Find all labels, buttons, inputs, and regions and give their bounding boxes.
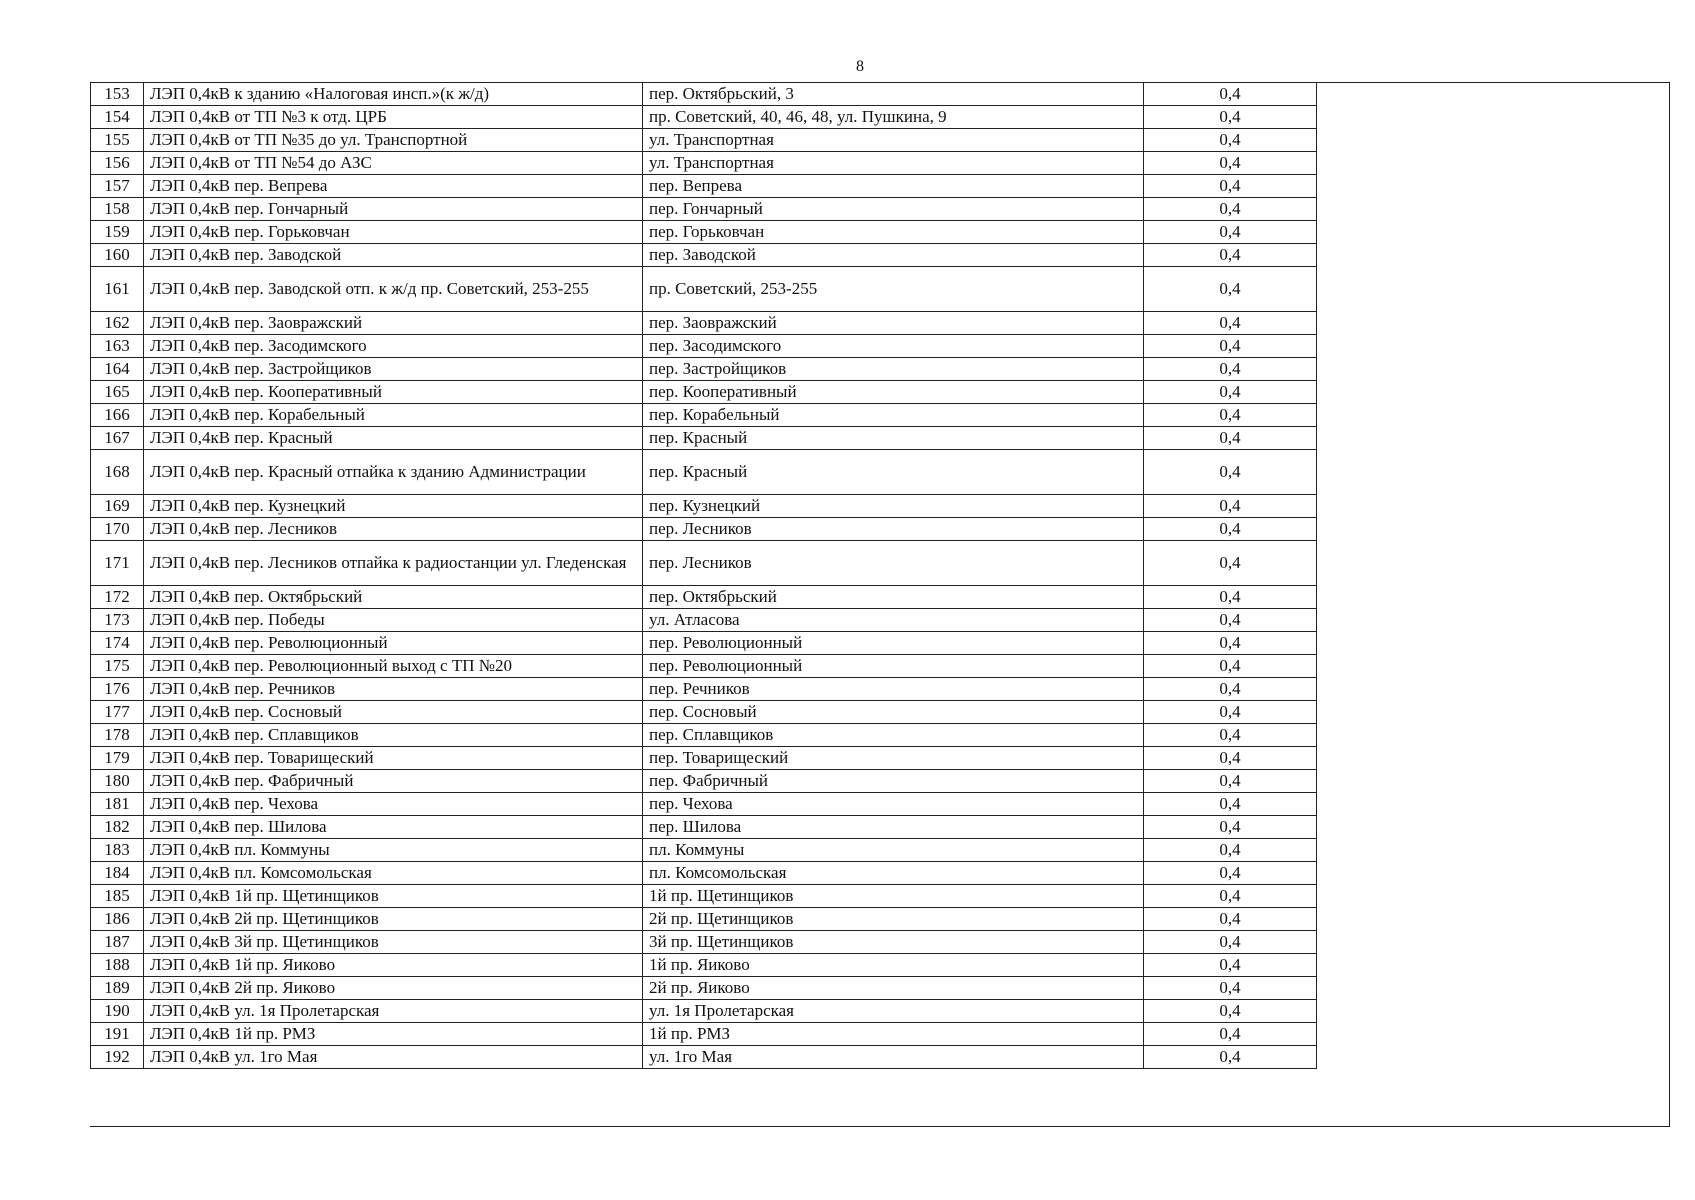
line-name-cell: ЛЭП 0,4кВ 2й пр. Щетинщиков	[144, 908, 643, 931]
address-cell: ул. Транспортная	[643, 129, 1144, 152]
address-cell: пер. Засодимского	[643, 335, 1144, 358]
address-cell: пер. Корабельный	[643, 404, 1144, 427]
table-row	[91, 632, 1317, 655]
address-cell: пер. Красный	[643, 450, 1144, 495]
table-row	[91, 335, 1317, 358]
registry-table-body	[91, 83, 1317, 1069]
voltage-cell: 0,4	[1144, 1046, 1317, 1069]
table-row	[91, 312, 1317, 335]
address-cell: пер. Лесников	[643, 518, 1144, 541]
address-cell: пер. Октябрьский	[643, 586, 1144, 609]
address-cell: пер. Вепрева	[643, 175, 1144, 198]
voltage-cell: 0,4	[1144, 450, 1317, 495]
address-cell: 1й пр. Щетинщиков	[643, 885, 1144, 908]
voltage-cell: 0,4	[1144, 586, 1317, 609]
voltage-cell: 0,4	[1144, 862, 1317, 885]
voltage-cell: 0,4	[1144, 1023, 1317, 1046]
voltage-cell: 0,4	[1144, 267, 1317, 312]
row-number-cell: 186	[91, 908, 144, 931]
row-number-cell: 176	[91, 678, 144, 701]
address-cell: пер. Революционный	[643, 655, 1144, 678]
address-cell: пер. Сосновый	[643, 701, 1144, 724]
voltage-cell: 0,4	[1144, 678, 1317, 701]
line-name-cell: ЛЭП 0,4кВ пер. Лесников отпайка к радиостанции ул. Гледенская	[144, 541, 643, 586]
table-row	[91, 885, 1317, 908]
line-name-cell: ЛЭП 0,4кВ пер. Сосновый	[144, 701, 643, 724]
row-number-cell: 155	[91, 129, 144, 152]
row-number-cell: 187	[91, 931, 144, 954]
row-number-cell: 180	[91, 770, 144, 793]
row-number-cell: 188	[91, 954, 144, 977]
voltage-cell: 0,4	[1144, 381, 1317, 404]
row-number-cell: 168	[91, 450, 144, 495]
table-row	[91, 221, 1317, 244]
line-name-cell: ЛЭП 0,4кВ от ТП №3 к отд. ЦРБ	[144, 106, 643, 129]
table-row	[91, 954, 1317, 977]
row-number-cell: 161	[91, 267, 144, 312]
row-number-cell: 164	[91, 358, 144, 381]
line-name-cell: ЛЭП 0,4кВ пер. Октябрьский	[144, 586, 643, 609]
row-number-cell: 178	[91, 724, 144, 747]
voltage-cell: 0,4	[1144, 839, 1317, 862]
line-name-cell: ЛЭП 0,4кВ пер. Революционный выход с ТП №20	[144, 655, 643, 678]
row-number-cell: 163	[91, 335, 144, 358]
voltage-cell: 0,4	[1144, 129, 1317, 152]
table-row	[91, 701, 1317, 724]
table-row	[91, 1000, 1317, 1023]
address-cell: пер. Кузнецкий	[643, 495, 1144, 518]
voltage-cell: 0,4	[1144, 404, 1317, 427]
line-name-cell: ЛЭП 0,4кВ к зданию «Налоговая инсп.»(к ж/д)	[144, 83, 643, 106]
voltage-cell: 0,4	[1144, 931, 1317, 954]
table-row	[91, 609, 1317, 632]
line-name-cell: ЛЭП 0,4кВ пер. Заводской отп. к ж/д пр. Советский, 253-255	[144, 267, 643, 312]
table-row	[91, 655, 1317, 678]
line-name-cell: ЛЭП 0,4кВ пер. Застройщиков	[144, 358, 643, 381]
voltage-cell: 0,4	[1144, 655, 1317, 678]
address-cell: пр. Советский, 253-255	[643, 267, 1144, 312]
line-name-cell: ЛЭП 0,4кВ от ТП №54 до АЗС	[144, 152, 643, 175]
address-cell: пер. Горьковчан	[643, 221, 1144, 244]
table-row	[91, 83, 1317, 106]
address-cell: пер. Застройщиков	[643, 358, 1144, 381]
voltage-cell: 0,4	[1144, 724, 1317, 747]
row-number-cell: 154	[91, 106, 144, 129]
voltage-cell: 0,4	[1144, 518, 1317, 541]
line-name-cell: ЛЭП 0,4кВ пер. Красный отпайка к зданию Администрации	[144, 450, 643, 495]
table-row	[91, 518, 1317, 541]
line-name-cell: ЛЭП 0,4кВ пер. Шилова	[144, 816, 643, 839]
row-number-cell: 167	[91, 427, 144, 450]
voltage-cell: 0,4	[1144, 244, 1317, 267]
address-cell: пер. Красный	[643, 427, 1144, 450]
row-number-cell: 175	[91, 655, 144, 678]
line-name-cell: ЛЭП 0,4кВ пл. Коммуны	[144, 839, 643, 862]
table-row	[91, 450, 1317, 495]
address-cell: пер. Речников	[643, 678, 1144, 701]
table-row	[91, 586, 1317, 609]
table-row	[91, 175, 1317, 198]
address-cell: пер. Сплавщиков	[643, 724, 1144, 747]
table-row	[91, 358, 1317, 381]
voltage-cell: 0,4	[1144, 335, 1317, 358]
row-number-cell: 160	[91, 244, 144, 267]
row-number-cell: 171	[91, 541, 144, 586]
row-number-cell: 174	[91, 632, 144, 655]
table-row	[91, 244, 1317, 267]
line-name-cell: ЛЭП 0,4кВ 3й пр. Щетинщиков	[144, 931, 643, 954]
address-cell: пер. Октябрьский, 3	[643, 83, 1144, 106]
address-cell: пр. Советский, 40, 46, 48, ул. Пушкина, 9	[643, 106, 1144, 129]
line-name-cell: ЛЭП 0,4кВ 1й пр. Яиково	[144, 954, 643, 977]
voltage-cell: 0,4	[1144, 312, 1317, 335]
line-name-cell: ЛЭП 0,4кВ ул. 1я Пролетарская	[144, 1000, 643, 1023]
table-row	[91, 1046, 1317, 1069]
table-row	[91, 747, 1317, 770]
line-name-cell: ЛЭП 0,4кВ пер. Речников	[144, 678, 643, 701]
voltage-cell: 0,4	[1144, 83, 1317, 106]
voltage-cell: 0,4	[1144, 358, 1317, 381]
address-cell: 2й пр. Яиково	[643, 977, 1144, 1000]
table-row	[91, 267, 1317, 312]
table-row	[91, 129, 1317, 152]
address-cell: 3й пр. Щетинщиков	[643, 931, 1144, 954]
line-name-cell: ЛЭП 0,4кВ пер. Заовражский	[144, 312, 643, 335]
table-row	[91, 862, 1317, 885]
voltage-cell: 0,4	[1144, 198, 1317, 221]
row-number-cell: 185	[91, 885, 144, 908]
voltage-cell: 0,4	[1144, 152, 1317, 175]
table-row	[91, 106, 1317, 129]
address-cell: ул. 1го Мая	[643, 1046, 1144, 1069]
table-row	[91, 427, 1317, 450]
line-name-cell: ЛЭП 0,4кВ пер. Кооперативный	[144, 381, 643, 404]
table-row	[91, 198, 1317, 221]
line-name-cell: ЛЭП 0,4кВ пер. Горьковчан	[144, 221, 643, 244]
address-cell: пер. Фабричный	[643, 770, 1144, 793]
address-cell: ул. Транспортная	[643, 152, 1144, 175]
address-cell: пер. Кооперативный	[643, 381, 1144, 404]
row-number-cell: 170	[91, 518, 144, 541]
voltage-cell: 0,4	[1144, 609, 1317, 632]
table-row	[91, 839, 1317, 862]
address-cell: пер. Лесников	[643, 541, 1144, 586]
address-cell: пер. Чехова	[643, 793, 1144, 816]
voltage-cell: 0,4	[1144, 427, 1317, 450]
line-name-cell: ЛЭП 0,4кВ 2й пр. Яиково	[144, 977, 643, 1000]
voltage-cell: 0,4	[1144, 908, 1317, 931]
line-name-cell: ЛЭП 0,4кВ пер. Вепрева	[144, 175, 643, 198]
line-name-cell: ЛЭП 0,4кВ пер. Корабельный	[144, 404, 643, 427]
row-number-cell: 166	[91, 404, 144, 427]
line-name-cell: ЛЭП 0,4кВ пер. Лесников	[144, 518, 643, 541]
address-cell: пл. Коммуны	[643, 839, 1144, 862]
row-number-cell: 157	[91, 175, 144, 198]
row-number-cell: 172	[91, 586, 144, 609]
line-name-cell: ЛЭП 0,4кВ пер. Чехова	[144, 793, 643, 816]
table-row	[91, 977, 1317, 1000]
line-name-cell: ЛЭП 0,4кВ пер. Заводской	[144, 244, 643, 267]
row-number-cell: 182	[91, 816, 144, 839]
row-number-cell: 189	[91, 977, 144, 1000]
voltage-cell: 0,4	[1144, 793, 1317, 816]
row-number-cell: 192	[91, 1046, 144, 1069]
row-number-cell: 183	[91, 839, 144, 862]
address-cell: пер. Революционный	[643, 632, 1144, 655]
voltage-cell: 0,4	[1144, 106, 1317, 129]
line-name-cell: ЛЭП 0,4кВ 1й пр. Щетинщиков	[144, 885, 643, 908]
line-name-cell: ЛЭП 0,4кВ пер. Кузнецкий	[144, 495, 643, 518]
voltage-cell: 0,4	[1144, 816, 1317, 839]
power-line-registry-table	[90, 82, 1317, 1069]
row-number-cell: 177	[91, 701, 144, 724]
line-name-cell: ЛЭП 0,4кВ 1й пр. РМЗ	[144, 1023, 643, 1046]
table-row	[91, 1023, 1317, 1046]
line-name-cell: ЛЭП 0,4кВ ул. 1го Мая	[144, 1046, 643, 1069]
page-number: 8	[856, 58, 864, 75]
address-cell: пер. Заовражский	[643, 312, 1144, 335]
table-row	[91, 381, 1317, 404]
address-cell: ул. 1я Пролетарская	[643, 1000, 1144, 1023]
address-cell: пер. Гончарный	[643, 198, 1144, 221]
table-row	[91, 770, 1317, 793]
voltage-cell: 0,4	[1144, 770, 1317, 793]
table-row	[91, 678, 1317, 701]
row-number-cell: 158	[91, 198, 144, 221]
line-name-cell: ЛЭП 0,4кВ пер. Красный	[144, 427, 643, 450]
table-row	[91, 931, 1317, 954]
row-number-cell: 165	[91, 381, 144, 404]
voltage-cell: 0,4	[1144, 701, 1317, 724]
table-row	[91, 152, 1317, 175]
voltage-cell: 0,4	[1144, 1000, 1317, 1023]
line-name-cell: ЛЭП 0,4кВ от ТП №35 до ул. Транспортной	[144, 129, 643, 152]
row-number-cell: 162	[91, 312, 144, 335]
voltage-cell: 0,4	[1144, 885, 1317, 908]
row-number-cell: 156	[91, 152, 144, 175]
voltage-cell: 0,4	[1144, 495, 1317, 518]
row-number-cell: 169	[91, 495, 144, 518]
table-row	[91, 908, 1317, 931]
line-name-cell: ЛЭП 0,4кВ пер. Фабричный	[144, 770, 643, 793]
table-row	[91, 495, 1317, 518]
table-row	[91, 724, 1317, 747]
table-row	[91, 541, 1317, 586]
voltage-cell: 0,4	[1144, 954, 1317, 977]
address-cell: пер. Шилова	[643, 816, 1144, 839]
line-name-cell: ЛЭП 0,4кВ пер. Товарищеский	[144, 747, 643, 770]
address-cell: пер. Товарищеский	[643, 747, 1144, 770]
address-cell: 1й пр. РМЗ	[643, 1023, 1144, 1046]
address-cell: 1й пр. Яиково	[643, 954, 1144, 977]
row-number-cell: 173	[91, 609, 144, 632]
row-number-cell: 159	[91, 221, 144, 244]
voltage-cell: 0,4	[1144, 221, 1317, 244]
line-name-cell: ЛЭП 0,4кВ пер. Революционный	[144, 632, 643, 655]
row-number-cell: 181	[91, 793, 144, 816]
address-cell: пер. Заводской	[643, 244, 1144, 267]
line-name-cell: ЛЭП 0,4кВ пл. Комсомольская	[144, 862, 643, 885]
voltage-cell: 0,4	[1144, 977, 1317, 1000]
voltage-cell: 0,4	[1144, 747, 1317, 770]
table-row	[91, 404, 1317, 427]
voltage-cell: 0,4	[1144, 541, 1317, 586]
table-row	[91, 793, 1317, 816]
row-number-cell: 179	[91, 747, 144, 770]
line-name-cell: ЛЭП 0,4кВ пер. Гончарный	[144, 198, 643, 221]
voltage-cell: 0,4	[1144, 175, 1317, 198]
address-cell: ул. Атласова	[643, 609, 1144, 632]
row-number-cell: 184	[91, 862, 144, 885]
row-number-cell: 191	[91, 1023, 144, 1046]
line-name-cell: ЛЭП 0,4кВ пер. Победы	[144, 609, 643, 632]
line-name-cell: ЛЭП 0,4кВ пер. Сплавщиков	[144, 724, 643, 747]
address-cell: 2й пр. Щетинщиков	[643, 908, 1144, 931]
voltage-cell: 0,4	[1144, 632, 1317, 655]
line-name-cell: ЛЭП 0,4кВ пер. Засодимского	[144, 335, 643, 358]
row-number-cell: 190	[91, 1000, 144, 1023]
address-cell: пл. Комсомольская	[643, 862, 1144, 885]
table-row	[91, 816, 1317, 839]
row-number-cell: 153	[91, 83, 144, 106]
